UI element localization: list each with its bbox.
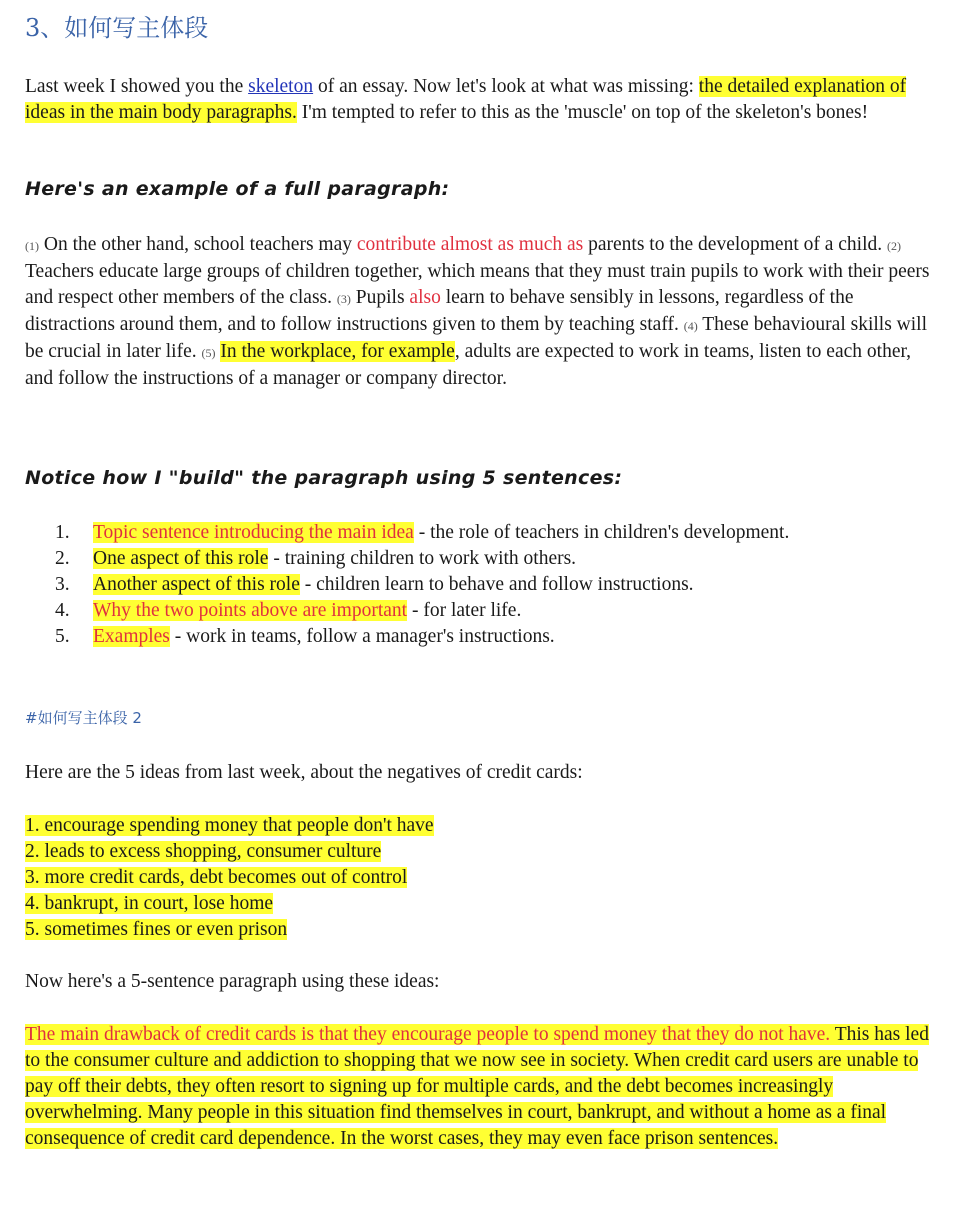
final-rest: This has led to the consumer culture and addiction to shopping that we now see in society. When credit card users are unable to pay off their debts, they often resort to signing up for multiple cards, and the debt becomes increasingly overwhelming. Many people in this situation find themselves in court, bankrupt, and without a home as a final consequence of credit card dependence. In the worst cases, they may even face prison sentences. [25, 1024, 929, 1149]
hashtag[interactable]: #如何写主体段 2 [25, 709, 142, 727]
idea-text: 1. encourage spending money that people don't have [25, 815, 434, 836]
list-item [25, 839, 934, 865]
sentence-number: (5) [201, 346, 216, 360]
step-label: Examples [93, 626, 170, 647]
list-number: 5. [55, 626, 70, 647]
list-item [25, 813, 934, 839]
example-paragraph [25, 232, 934, 392]
sentence-number: (4) [683, 319, 698, 333]
ideas-list [25, 813, 934, 943]
list-item [25, 546, 934, 572]
list-item [25, 598, 934, 624]
list-item [25, 624, 934, 650]
sentence-text: learn to behave sensibly in lessons, regardless of the distractions around them, and to follow instructions given to them by teaching staff. [25, 287, 854, 335]
list-number: 4. [55, 600, 70, 621]
final-paragraph [25, 1022, 934, 1152]
list-number: 3. [55, 574, 70, 595]
heading-build-paragraph: Notice how I "build" the paragraph using 5 sentences: [25, 467, 623, 489]
ideas-intro: Here are the 5 ideas from last week, about the negatives of credit cards: [25, 762, 583, 783]
step-description: - for later life. [407, 600, 522, 621]
sentence-text: On the other hand, school teachers may [39, 234, 357, 255]
intro-paragraph [25, 74, 934, 126]
idea-text: 4. bankrupt, in court, lose home [25, 893, 274, 914]
idea-text: 3. more credit cards, debt becomes out of control [25, 867, 408, 888]
list-item [25, 891, 934, 917]
idea-text: 5. sometimes fines or even prison [25, 919, 288, 940]
step-label: One aspect of this role [93, 548, 269, 569]
paragraph-intro: Now here's a 5-sentence paragraph using these ideas: [25, 971, 440, 992]
step-description: - work in teams, follow a manager's instructions. [169, 626, 555, 647]
highlight-phrase: In the workplace, for example [220, 341, 455, 362]
idea-text: 2. leads to excess shopping, consumer culture [25, 841, 382, 862]
step-description: - training children to work with others. [268, 548, 577, 569]
final-topic-sentence: The main drawback of credit cards is that they encourage people to spend money that they do not have. [25, 1024, 831, 1045]
sentence-text: Pupils [350, 287, 410, 308]
list-number: 1. [55, 522, 70, 543]
list-item [25, 572, 934, 598]
intro-highlight: the detailed explanation of ideas in the main body paragraphs. [25, 76, 907, 123]
sentence-text: Teachers educate large groups of children together, which means that they must train pupils to work with their peers and respect other members of the class. [25, 261, 930, 308]
sentence-text: These behavioural skills will be crucial in later life. [25, 314, 928, 362]
step-description: - children learn to behave and follow instructions. [299, 574, 694, 595]
intro-text-before: Last week I showed you the [25, 76, 249, 97]
step-label: Why the two points above are important [93, 600, 408, 621]
heading-full-paragraph: Here's an example of a full paragraph: [25, 178, 450, 200]
sentence-number: (2) [887, 239, 902, 253]
sentence-number: (3) [336, 292, 351, 306]
step-label: Topic sentence introducing the main idea [93, 522, 414, 543]
list-item [25, 917, 934, 943]
intro-text-after: I'm tempted to refer to this as the 'muscle' on top of the skeleton's bones! [296, 102, 869, 123]
red-phrase: also [409, 287, 441, 308]
sentence-text: parents to the development of a child. [583, 234, 888, 255]
sentence-text: , adults are expected to work in teams, listen to each other, and follow the instructions of a manager or company director. [25, 341, 912, 389]
page-title: 3、如何写主体段 [25, 14, 209, 42]
step-label: Another aspect of this role [93, 574, 300, 595]
step-description: - the role of teachers in children's development. [413, 522, 790, 543]
skeleton-link[interactable]: skeleton [248, 76, 314, 97]
steps-list [25, 520, 934, 650]
sentence-number: (1) [25, 239, 39, 253]
list-number: 2. [55, 548, 70, 569]
red-phrase: contribute almost as much as [356, 234, 584, 255]
list-item [25, 865, 934, 891]
list-item [25, 520, 934, 546]
intro-text-middle: of an essay. Now let's look at what was missing: [313, 76, 699, 97]
